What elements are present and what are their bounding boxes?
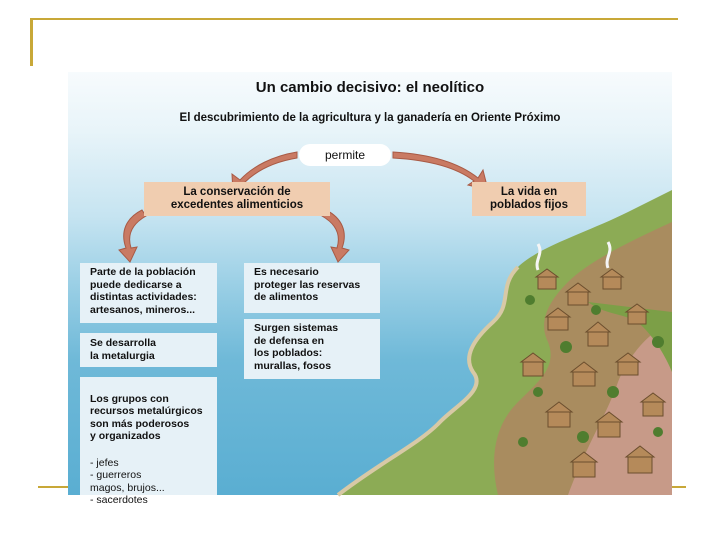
branch-settled-villages: La vida en poblados fijos	[472, 182, 586, 216]
info-box-labor-division: Parte de la población puede dedicarse a distintas actividades: artesanos, mineros...	[80, 263, 217, 323]
social-groups-list: - jefes - guerreros magos, brujos... - sacerdotes	[90, 456, 165, 507]
info-box-defense-systems: Surgen sistemas de defensa en los poblados: murallas, fosos	[244, 319, 380, 379]
diagram-title: Un cambio decisivo: el neolítico	[255, 79, 485, 96]
info-box-protect-reserves: Es necesario proteger las reservas de alimentos	[244, 263, 380, 313]
slide-top-rule	[30, 18, 678, 20]
diagram-subtitle: El descubrimiento de la agricultura y la ganadería en Oriente Próximo	[179, 112, 561, 124]
info-box-social-groups	[80, 377, 217, 507]
social-groups-text: Los grupos con recursos metalúrgicos son más poderosos y organizados	[90, 392, 203, 443]
neolithic-diagram	[68, 72, 672, 507]
connector-label: permite	[299, 144, 391, 166]
info-box-metallurgy: Se desarrolla la metalurgia	[80, 333, 217, 367]
branch-food-surplus: La conservación de excedentes alimenticios	[144, 182, 330, 216]
slide-left-rule	[30, 18, 33, 66]
